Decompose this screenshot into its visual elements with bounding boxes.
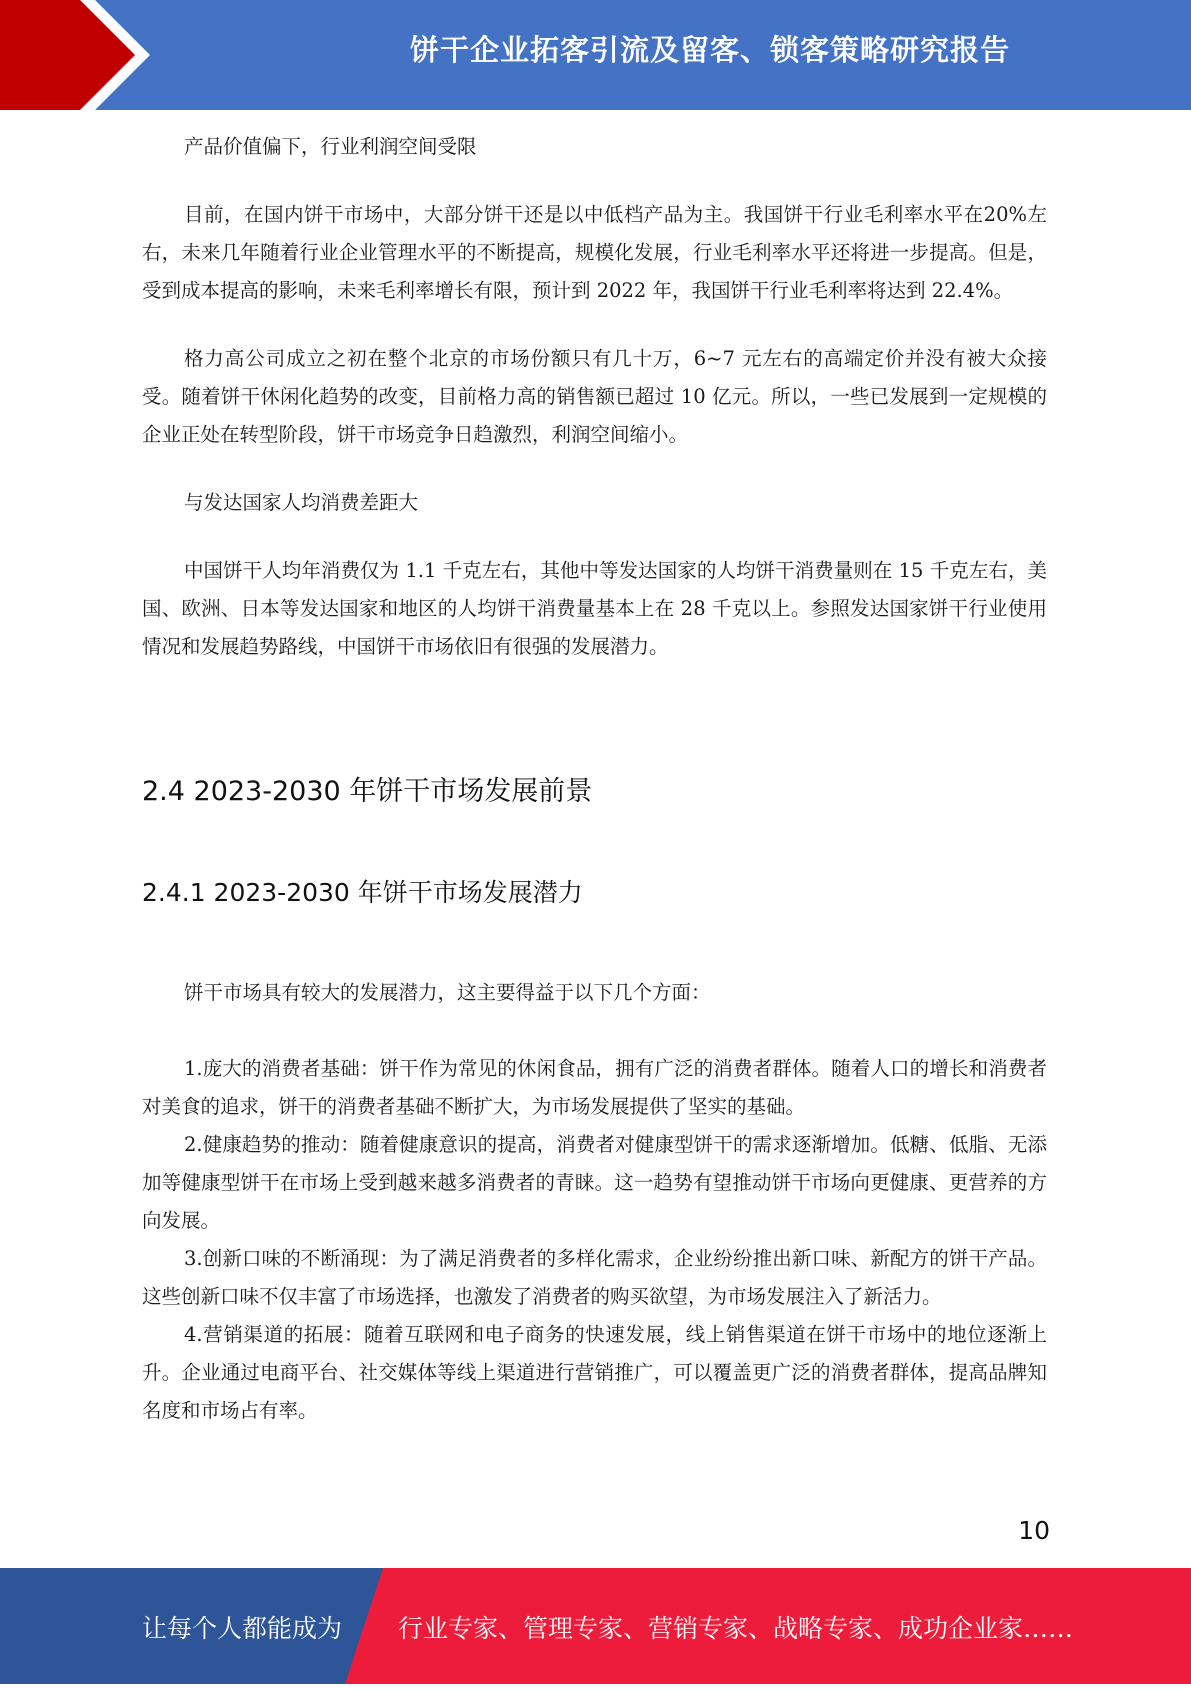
paragraph-per-capita-consumption: 中国饼干人均年消费仅为 1.1 千克左右，其他中等发达国家的人均饼干消费量则在 15 千克左右，美国、欧洲、日本等发达国家和地区的人均饼干消费量基本上在 28 千克以上。参照发达国家饼干行业使用情况和发展趋势路线，中国饼干市场依旧有很强的发展潜力。	[142, 559, 1047, 658]
section-heading-2-4: 2.4 2023-2030 年饼干市场发展前景	[142, 776, 593, 807]
paragraph-glico: 格力高公司成立之初在整个北京的市场份额只有几十万，6~7 元左右的高端定价并没有被大众接受。随着饼干休闲化趋势的改变，目前格力高的销售额已超过 10 亿元。所以，一些已发展到一定规模的企业正处在转型阶段，饼干市场竞争日趋激烈，利润空间缩小。	[142, 347, 1047, 446]
report-title: 饼干企业拓客引流及留客、锁客策略研究报告	[409, 33, 1010, 67]
footer-slogan-left: 让每个人都能成为	[142, 1614, 343, 1643]
footer-slogan-right: 行业专家、管理专家、营销专家、战略专家、成功企业家……	[398, 1614, 1074, 1643]
page-footer	[0, 1568, 1191, 1684]
list-item-marketing-channels: 4.营销渠道的拓展：随着互联网和电子商务的快速发展，线上销售渠道在饼干市场中的地位逐渐上升。企业通过电商平台、社交媒体等线上渠道进行营销推广，可以覆盖更广泛的消费者群体，提高品牌知名度和市场占有率。	[142, 1323, 1047, 1422]
list-item-consumer-base: 1.庞大的消费者基础：饼干作为常见的休闲食品，拥有广泛的消费者群体。随着人口的增长和消费者对美食的追求，饼干的消费者基础不断扩大，为市场发展提供了坚实的基础。	[142, 1057, 1047, 1118]
page-number: 10	[1018, 1516, 1050, 1545]
list-item-new-flavors: 3.创新口味的不断涌现：为了满足消费者的多样化需求，企业纷纷推出新口味、新配方的饼干产品。这些创新口味不仅丰富了市场选择，也激发了消费者的购买欲望，为市场发展注入了新活力。	[142, 1247, 1047, 1308]
paragraph-subtopic-low-value: 产品价值偏下，行业利润空间受限	[184, 135, 477, 158]
page-header	[0, 0, 1191, 110]
list-item-health-trend: 2.健康趋势的推动：随着健康意识的提高，消费者对健康型饼干的需求逐渐增加。低糖、低脂、无添加等健康型饼干在市场上受到越来越多消费者的青睐。这一趋势有望推动饼干市场向更健康、更营养的方向发展。	[142, 1133, 1047, 1232]
paragraph-gross-margin: 目前，在国内饼干市场中，大部分饼干还是以中低档产品为主。我国饼干行业毛利率水平在20%左右，未来几年随着行业企业管理水平的不断提高，规模化发展，行业毛利率水平还将进一步提高。但是，受到成本提高的影响，未来毛利率增长有限，预计到 2022 年，我国饼干行业毛利率将达到 22.4%。	[142, 203, 1047, 302]
paragraph-potential-intro: 饼干市场具有较大的发展潜力，这主要得益于以下几个方面：	[184, 981, 711, 1004]
page-content	[142, 128, 1047, 1430]
section-heading-2-4-1: 2.4.1 2023-2030 年饼干市场发展潜力	[142, 878, 583, 907]
paragraph-subtopic-consumption-gap: 与发达国家人均消费差距大	[184, 491, 419, 514]
